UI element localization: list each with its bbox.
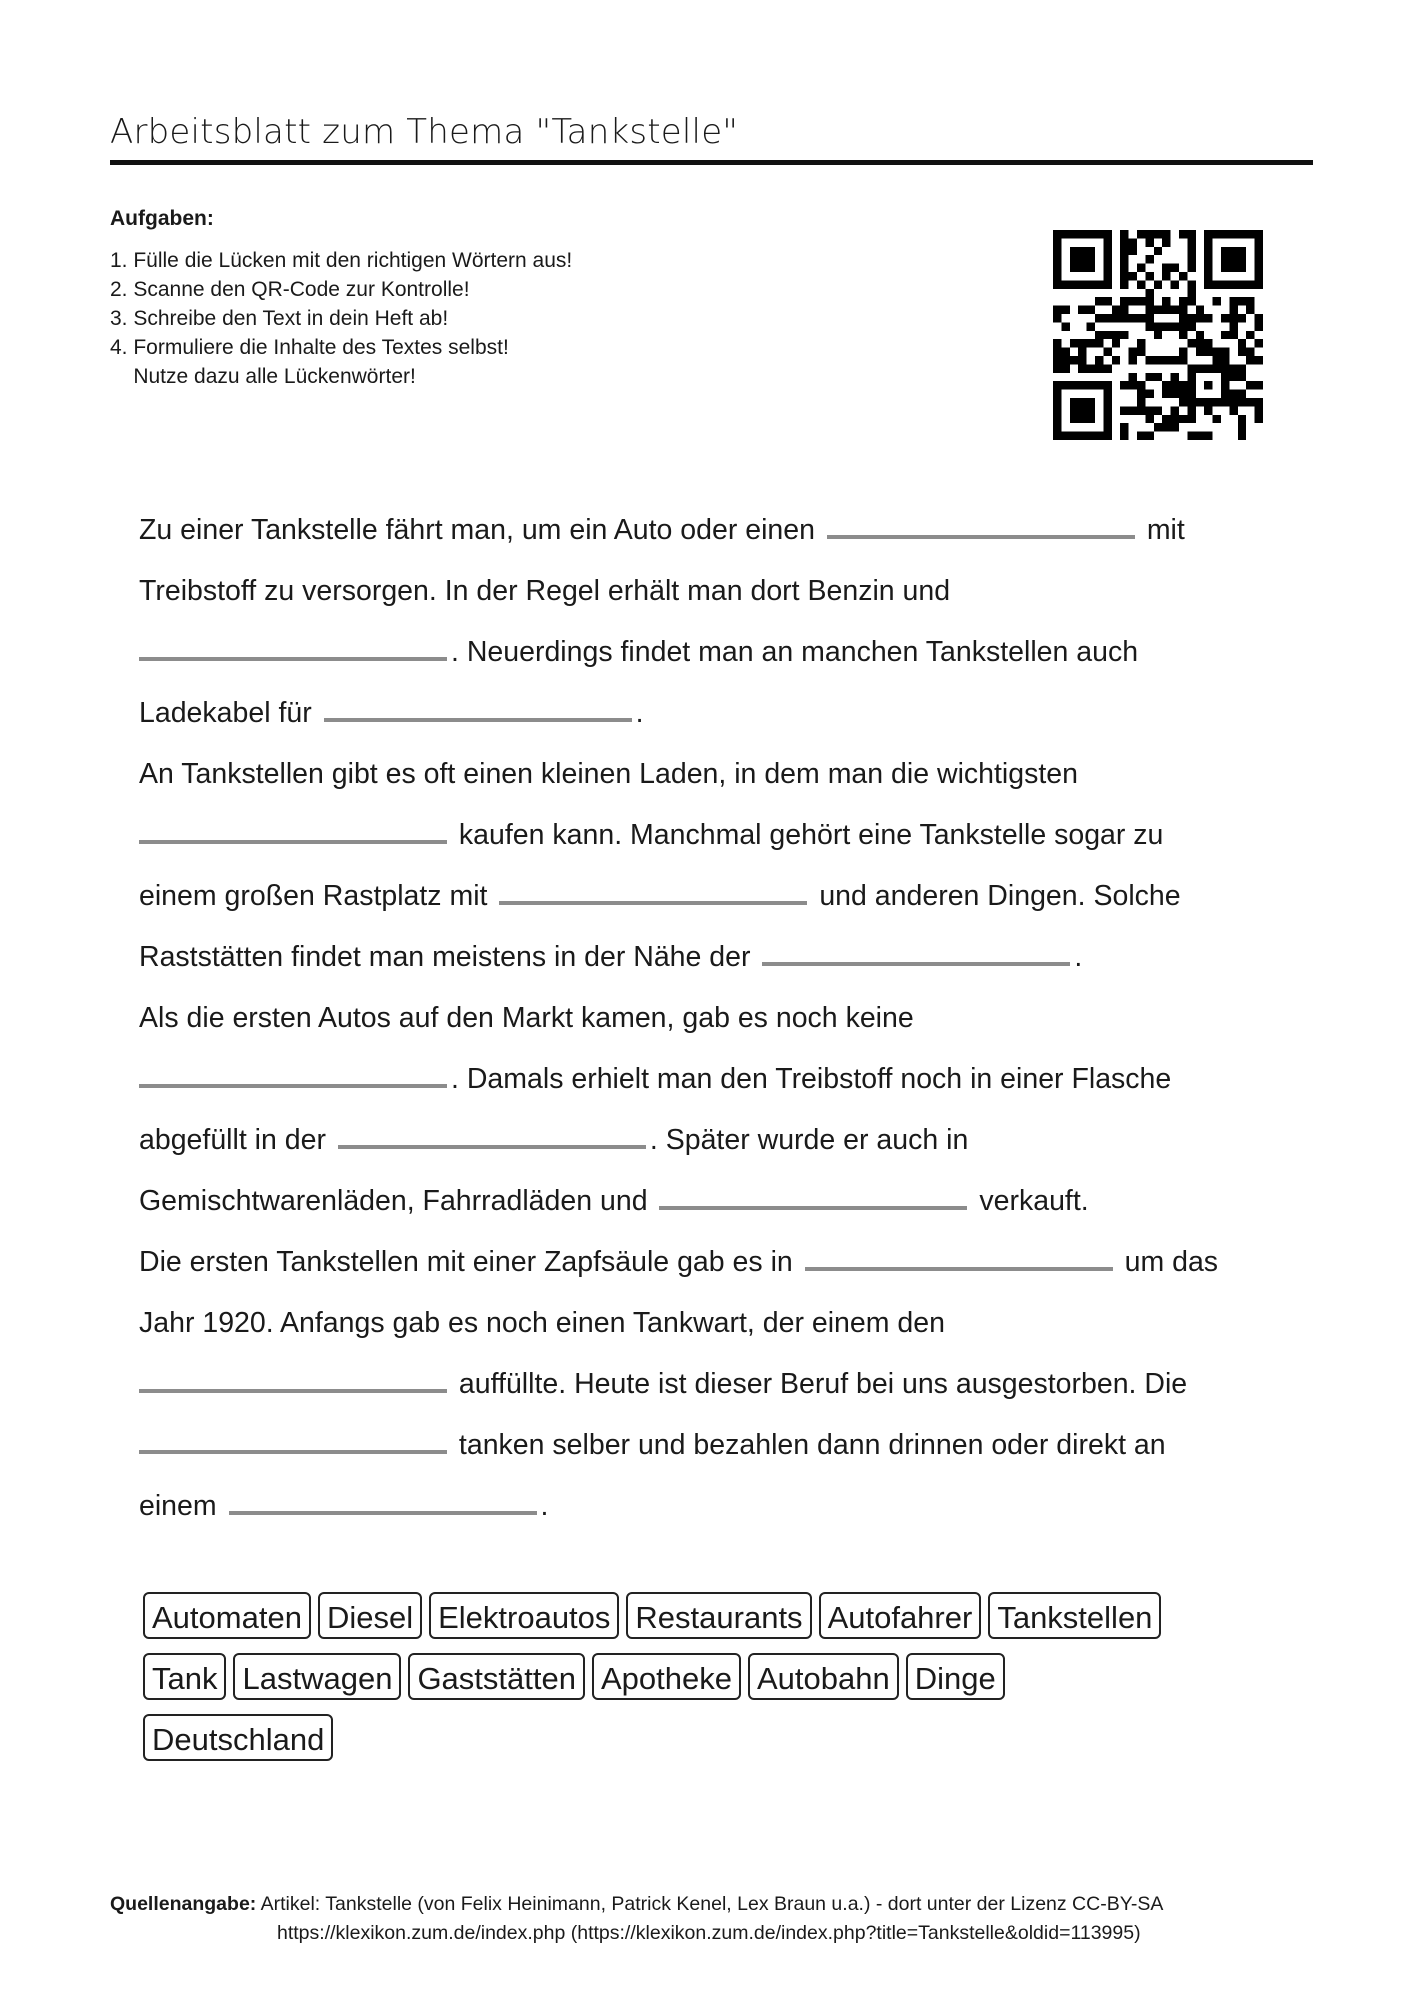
text-line: [139, 871, 1299, 932]
text-line: [139, 1359, 1299, 1420]
text-segment: Als die ersten Autos auf den Markt kamen, gab es noch keine: [139, 1002, 914, 1034]
qr-code[interactable]: [1053, 230, 1263, 440]
text-line: [139, 688, 1299, 749]
text-line: [139, 1420, 1299, 1481]
text-segment: .: [1074, 941, 1083, 973]
task-item: 1. Fülle die Lücken mit den richtigen Wörtern aus!: [110, 249, 573, 272]
text-segment: um das: [1124, 1246, 1219, 1278]
blank-gap[interactable]: [139, 628, 447, 661]
text-segment: .: [635, 697, 644, 729]
text-segment: kaufen kann. Manchmal gehört eine Tankstelle sogar zu: [458, 819, 1164, 851]
blank-gap[interactable]: [338, 1116, 646, 1149]
word-chip[interactable]: Deutschland: [143, 1714, 333, 1761]
tasks-heading: Aufgaben:: [110, 207, 214, 230]
blank-gap[interactable]: [762, 933, 1070, 966]
text-segment: An Tankstellen gibt es oft einen kleinen Laden, in dem man die wichtigsten: [139, 758, 1078, 790]
word-chip[interactable]: Dinge: [906, 1653, 1005, 1700]
text-segment: einem: [139, 1490, 217, 1522]
cloze-text: [139, 505, 1299, 1542]
text-segment: auffüllte. Heute ist dieser Beruf bei uns ausgestorben. Die: [458, 1368, 1188, 1400]
word-bank-row: [143, 1714, 1243, 1775]
task-item: Nutze dazu alle Lückenwörter!: [110, 365, 416, 388]
page-title: Arbeitsblatt zum Thema "Tankstelle": [110, 112, 739, 152]
word-chip[interactable]: Diesel: [318, 1592, 422, 1639]
blank-gap[interactable]: [139, 811, 447, 844]
word-chip[interactable]: Restaurants: [626, 1592, 811, 1639]
text-line: [139, 993, 1299, 1054]
text-line: [139, 749, 1299, 810]
word-chip[interactable]: Autobahn: [748, 1653, 899, 1700]
word-chip[interactable]: Tankstellen: [988, 1592, 1161, 1639]
blank-gap[interactable]: [229, 1482, 537, 1515]
blank-gap[interactable]: [499, 872, 807, 905]
text-line: [139, 810, 1299, 871]
text-segment: . Später wurde er auch in: [649, 1124, 969, 1156]
word-chip[interactable]: Gaststätten: [408, 1653, 585, 1700]
source-label: Quellenangabe:: [110, 1893, 257, 1915]
word-chip[interactable]: Lastwagen: [233, 1653, 401, 1700]
text-line: [139, 1115, 1299, 1176]
title-divider: [110, 160, 1313, 165]
word-chip[interactable]: Tank: [143, 1653, 226, 1700]
task-item: 2. Scanne den QR-Code zur Kontrolle!: [110, 278, 470, 301]
word-chip[interactable]: Automaten: [143, 1592, 311, 1639]
text-segment: Die ersten Tankstellen mit einer Zapfsäule gab es in: [139, 1246, 793, 1278]
text-line: [139, 566, 1299, 627]
text-segment: Jahr 1920. Anfangs gab es noch einen Tankwart, der einem den: [139, 1307, 945, 1339]
text-line: [139, 1176, 1299, 1237]
blank-gap[interactable]: [139, 1055, 447, 1088]
text-segment: .: [540, 1490, 549, 1522]
blank-gap[interactable]: [139, 1421, 447, 1454]
word-bank: [143, 1592, 1243, 1775]
text-segment: Ladekabel für: [139, 697, 312, 729]
text-segment: einem großen Rastplatz mit: [139, 880, 488, 912]
source-line: Artikel: Tankstelle (von Felix Heinimann, Patrick Kenel, Lex Braun u.a.) - dort unter der Lizenz CC-BY-SA: [256, 1893, 1164, 1915]
text-segment: verkauft.: [979, 1185, 1089, 1217]
text-line: [139, 1237, 1299, 1298]
text-segment: Treibstoff zu versorgen. In der Regel erhält man dort Benzin und: [139, 575, 951, 607]
blank-gap[interactable]: [139, 1360, 447, 1393]
text-line: [139, 505, 1299, 566]
task-list: [110, 246, 572, 391]
word-chip[interactable]: Autofahrer: [819, 1592, 982, 1639]
task-item: 3. Schreibe den Text in dein Heft ab!: [110, 307, 449, 330]
word-bank-row: [143, 1592, 1243, 1653]
text-segment: abgefüllt in der: [139, 1124, 326, 1156]
text-segment: Zu einer Tankstelle fährt man, um ein Auto oder einen: [139, 514, 815, 546]
text-segment: . Neuerdings findet man an manchen Tankstellen auch: [451, 636, 1139, 668]
blank-gap[interactable]: [805, 1238, 1113, 1271]
text-line: [139, 1298, 1299, 1359]
text-segment: . Damals erhielt man den Treibstoff noch in einer Flasche: [451, 1063, 1172, 1095]
task-item: 4. Formuliere die Inhalte des Textes selbst!: [110, 336, 509, 359]
blank-gap[interactable]: [827, 506, 1135, 539]
text-segment: tanken selber und bezahlen dann drinnen oder direkt an: [458, 1429, 1166, 1461]
word-bank-row: [143, 1653, 1243, 1714]
text-segment: Gemischtwarenläden, Fahrradläden und: [139, 1185, 648, 1217]
source-citation: [110, 1890, 1163, 1948]
source-url: https://klexikon.zum.de/index.php (https://klexikon.zum.de/index.php?title=Tankstelle&oldid=113995): [277, 1922, 1141, 1944]
blank-gap[interactable]: [324, 689, 632, 722]
text-segment: mit: [1146, 514, 1185, 546]
word-chip[interactable]: Apotheke: [592, 1653, 741, 1700]
text-segment: Raststätten findet man meistens in der Nähe der: [139, 941, 751, 973]
text-line: [139, 1481, 1299, 1542]
text-line: [139, 627, 1299, 688]
text-line: [139, 932, 1299, 993]
text-line: [139, 1054, 1299, 1115]
blank-gap[interactable]: [659, 1177, 967, 1210]
word-chip[interactable]: Elektroautos: [429, 1592, 619, 1639]
text-segment: und anderen Dingen. Solche: [819, 880, 1181, 912]
